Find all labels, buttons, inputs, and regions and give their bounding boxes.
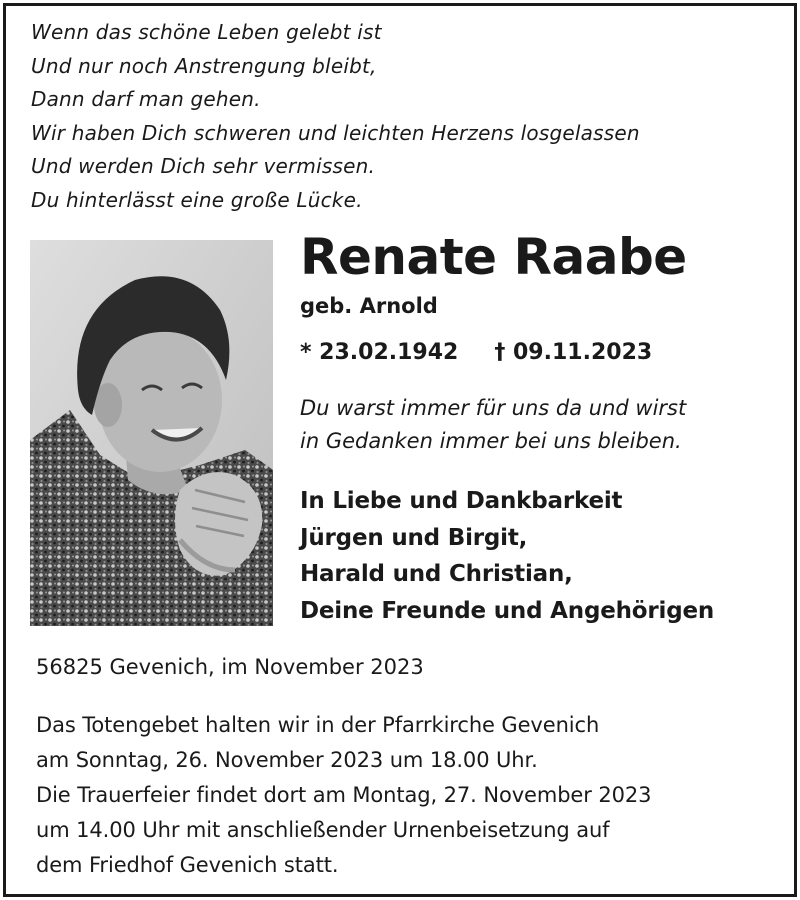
place-and-date: 56825 Gevenich, im November 2023 xyxy=(36,655,424,679)
poem-line: Wir haben Dich schweren und leichten Herzens losgelassen xyxy=(31,120,640,145)
poem-line: Und werden Dich sehr vermissen. xyxy=(31,154,376,178)
life-dates xyxy=(300,340,652,365)
quote-line: in Gedanken immer bei uns bleiben. xyxy=(300,429,682,453)
poem-line: Und nur noch Anstrengung bleibt, xyxy=(31,53,377,78)
birth-date: * 23.02.1942 xyxy=(300,340,459,365)
memorial-quote xyxy=(300,392,686,458)
portrait-photo xyxy=(30,240,273,626)
poem xyxy=(31,16,771,217)
mourners-list xyxy=(300,483,714,629)
poem-line: Du hinterlässt eine große Lücke. xyxy=(31,187,363,212)
death-date: † 09.11.2023 xyxy=(494,340,653,365)
service-line: Die Trauerfeier findet dort am Montag, 27. November 2023 xyxy=(36,783,652,807)
poem-line: Wenn das schöne Leben gelebt ist xyxy=(31,20,382,44)
service-line: Das Totengebet halten wir in der Pfarrkirche Gevenich xyxy=(36,713,600,737)
deceased-name: Renate Raabe xyxy=(300,228,687,286)
mourners-line: Deine Freunde und Angehörigen xyxy=(300,597,715,624)
service-line: um 14.00 Uhr mit anschließender Urnenbeisetzung auf xyxy=(36,818,610,842)
service-info xyxy=(36,708,651,883)
poem-line: Dann darf man gehen. xyxy=(31,87,261,111)
quote-line: Du warst immer für uns da und wirst xyxy=(300,396,687,420)
mourners-line: Jürgen und Birgit, xyxy=(300,524,528,551)
service-line: dem Friedhof Gevenich statt. xyxy=(36,853,339,877)
service-line: am Sonntag, 26. November 2023 um 18.00 Uhr. xyxy=(36,748,538,772)
mourners-line: Harald und Christian, xyxy=(300,561,573,587)
maiden-name: geb. Arnold xyxy=(300,294,438,318)
mourners-line: In Liebe und Dankbarkeit xyxy=(300,488,623,514)
